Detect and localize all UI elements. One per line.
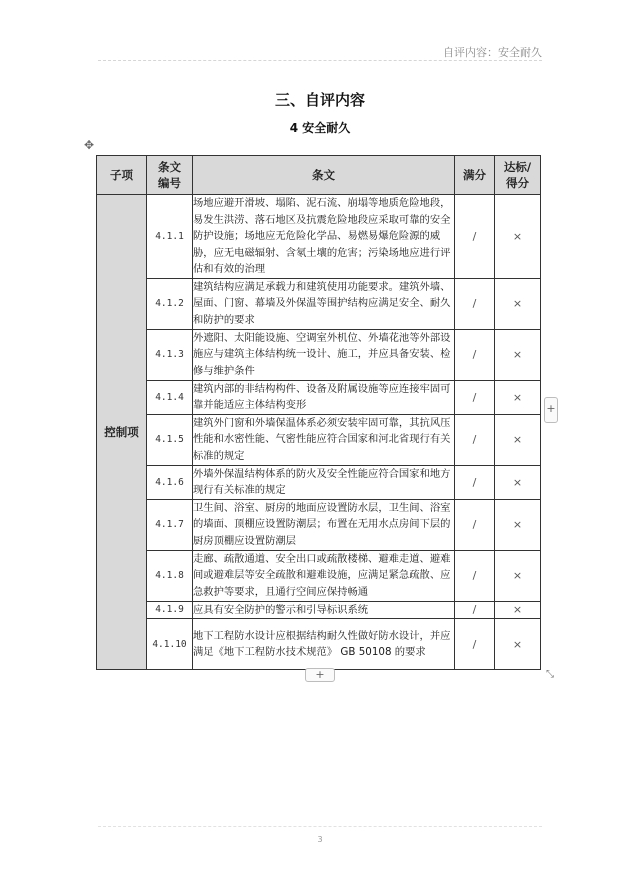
full-score: / xyxy=(455,414,495,465)
table-row xyxy=(97,278,541,329)
section-title: 4 安全耐久 xyxy=(289,121,351,135)
clause-text: 建筑结构应满足承载力和建筑使用功能要求。建筑外墙、屋面、门窗、幕墙及外保温等围护结构应满足安全、耐久和防护的要求 xyxy=(193,278,455,329)
header-full-score: 满分 xyxy=(455,156,495,195)
table-row xyxy=(97,414,541,465)
achieved-mark: × xyxy=(495,195,541,279)
table-row xyxy=(97,550,541,601)
achieved-mark: × xyxy=(495,550,541,601)
full-score: / xyxy=(455,195,495,279)
group-label: 控制项 xyxy=(97,195,147,670)
achieved-mark: × xyxy=(495,329,541,380)
table-row xyxy=(97,619,541,670)
clause-number: 4.1.10 xyxy=(147,619,193,670)
clause-text: 场地应避开滑坡、塌陷、泥石流、崩塌等地质危险地段，易发生洪涝、落石地区及抗震危险地段应采取可靠的安全防护设施；场地应无危险化学品、易燃易爆危险源的威胁，应无电磁辐射、含氡土壤的危害；污染场地应进行评估和有效的治理 xyxy=(193,195,455,279)
clause-number: 4.1.1 xyxy=(147,195,193,279)
clause-text: 建筑内部的非结构构件、设备及附属设施等应连接牢固可靠并能适应主体结构变形 xyxy=(193,380,455,414)
table-row xyxy=(97,601,541,619)
table-header-row xyxy=(97,156,541,195)
achieved-mark: × xyxy=(495,619,541,670)
clause-number: 4.1.8 xyxy=(147,550,193,601)
table-row xyxy=(97,380,541,414)
clause-text: 外遮阳、太阳能设施、空调室外机位、外墙花池等外部设施应与建筑主体结构统一设计、施工，并应具备安装、检修与维护条件 xyxy=(193,329,455,380)
footer-divider xyxy=(98,826,542,827)
full-score: / xyxy=(455,499,495,550)
achieved-mark: × xyxy=(495,601,541,619)
header-divider xyxy=(98,60,542,61)
full-score: / xyxy=(455,619,495,670)
header-number: 条文 编号 xyxy=(147,156,193,195)
clause-text: 卫生间、浴室、厨房的地面应设置防水层，卫生间、浴室的墙面、顶棚应设置防潮层；布置在无用水点房间下层的厨房顶棚应设置防潮层 xyxy=(193,499,455,550)
full-score: / xyxy=(455,380,495,414)
header-text: 条文 xyxy=(193,156,455,195)
clause-number: 4.1.7 xyxy=(147,499,193,550)
running-header: 自评内容：安全耐久 xyxy=(443,46,542,59)
achieved-mark: × xyxy=(495,380,541,414)
clause-number: 4.1.6 xyxy=(147,465,193,499)
table-resize-handle-icon[interactable]: ⤡ xyxy=(546,669,554,680)
clause-number: 4.1.4 xyxy=(147,380,193,414)
achieved-mark: × xyxy=(495,465,541,499)
full-score: / xyxy=(455,550,495,601)
clause-text: 应具有安全防护的警示和引导标识系统 xyxy=(193,601,455,619)
header-achieved: 达标/ 得分 xyxy=(495,156,541,195)
clause-text: 地下工程防水设计应根据结构耐久性做好防水设计，并应满足《地下工程防水技术规范》 GB 50108 的要求 xyxy=(193,619,455,670)
criteria-table xyxy=(96,155,541,670)
full-score: / xyxy=(455,329,495,380)
table-move-handle-icon[interactable]: ✥ xyxy=(83,138,95,152)
clause-text: 建筑外门窗和外墙保温体系必须安装牢固可靠，其抗风压性能和水密性能、气密性能应符合国家和河北省现行有关标准的规定 xyxy=(193,414,455,465)
clause-text: 走廊、疏散通道、安全出口或疏散楼梯、避难走道、避难间或避难层等安全疏散和避难设施，应满足紧急疏散、应急救护等要求，且通行空间应保持畅通 xyxy=(193,550,455,601)
clause-text: 外墙外保温结构体系的防火及安全性能应符合国家和地方现行有关标准的规定 xyxy=(193,465,455,499)
clause-number: 4.1.3 xyxy=(147,329,193,380)
add-row-button[interactable]: + xyxy=(305,668,335,682)
clause-number: 4.1.5 xyxy=(147,414,193,465)
add-column-button[interactable]: + xyxy=(544,397,558,423)
full-score: / xyxy=(455,601,495,619)
table-row xyxy=(97,499,541,550)
clause-number: 4.1.9 xyxy=(147,601,193,619)
page-title: 三、自评内容 xyxy=(274,91,365,109)
full-score: / xyxy=(455,465,495,499)
table-row xyxy=(97,195,541,279)
table-row xyxy=(97,465,541,499)
table-row xyxy=(97,329,541,380)
achieved-mark: × xyxy=(495,278,541,329)
full-score: / xyxy=(455,278,495,329)
header-category: 子项 xyxy=(97,156,147,195)
achieved-mark: × xyxy=(495,499,541,550)
page-number: 3 xyxy=(317,835,323,844)
achieved-mark: × xyxy=(495,414,541,465)
clause-number: 4.1.2 xyxy=(147,278,193,329)
